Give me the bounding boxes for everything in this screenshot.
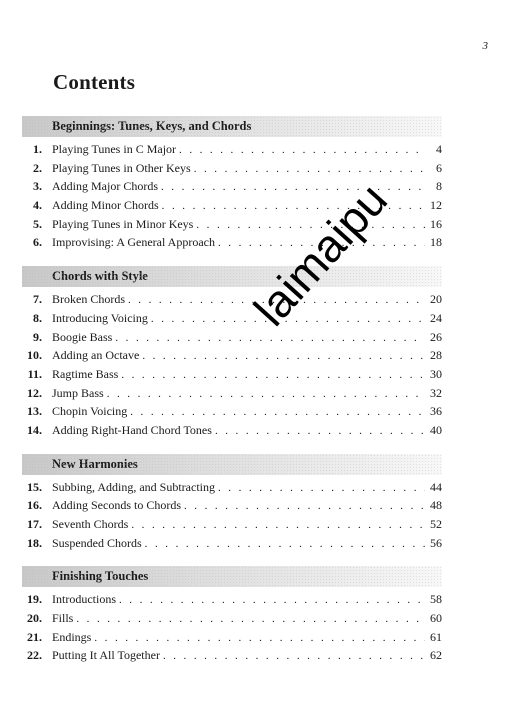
entry-title: Suspended Chords (52, 535, 142, 550)
toc-entry[interactable] (22, 161, 442, 180)
entry-number: 5. (33, 216, 42, 231)
section-heading: Beginnings: Tunes, Keys, and Chords (22, 116, 442, 137)
dot-leader (119, 594, 425, 606)
entry-number: 22. (27, 648, 42, 663)
entry-title: Putting It All Together (52, 648, 160, 663)
toc-entry[interactable] (22, 367, 442, 386)
page-title: Contents (53, 70, 136, 94)
toc-entry[interactable] (22, 142, 442, 161)
entry-page: 58 (430, 592, 442, 607)
entry-number: 12. (27, 385, 42, 400)
toc-entry[interactable] (22, 292, 442, 311)
entry-page: 12 (430, 198, 442, 213)
entry-number: 6. (33, 235, 42, 250)
dot-leader (131, 519, 425, 531)
toc-entry[interactable] (22, 648, 442, 667)
entry-page: 18 (430, 235, 442, 250)
dot-leader (215, 425, 425, 437)
entry-number: 1. (33, 142, 42, 156)
dot-leader (218, 237, 425, 249)
entry-page: 60 (430, 611, 442, 626)
entry-title: Seventh Chords (52, 517, 129, 531)
entry-number: 13. (27, 404, 42, 419)
entry-number: 7. (33, 292, 42, 307)
entry-page: 62 (430, 648, 442, 663)
entry-title: Broken Chords (52, 292, 125, 307)
entry-title: Introducing Voicing (52, 310, 148, 325)
entry-page: 52 (430, 517, 442, 531)
entry-number: 18. (27, 535, 42, 550)
entry-page: 20 (430, 292, 442, 307)
entry-page: 4 (436, 142, 442, 156)
dot-leader (162, 200, 425, 212)
dot-leader (145, 538, 425, 550)
entry-title: Improvising: A General Approach (52, 235, 215, 250)
entry-title: Adding Seconds to Chords (52, 498, 181, 513)
entry-page: 36 (430, 404, 442, 419)
dot-leader (161, 181, 425, 193)
entry-number: 16. (27, 498, 42, 513)
entry-title: Adding Minor Chords (52, 198, 159, 213)
toc-entry[interactable] (22, 423, 442, 442)
dot-leader (218, 482, 425, 494)
entry-number: 3. (33, 179, 42, 194)
dot-leader (115, 332, 425, 344)
dot-leader (130, 406, 425, 418)
entry-title: Adding an Octave (52, 348, 140, 363)
section-finishing-touches (22, 566, 442, 667)
entry-number: 14. (27, 422, 42, 437)
entry-number: 2. (33, 160, 42, 175)
dot-leader (121, 369, 425, 381)
entry-title: Adding Major Chords (52, 179, 158, 194)
entry-number: 9. (33, 329, 42, 344)
toc-entry[interactable] (22, 311, 442, 330)
toc-entry[interactable] (22, 536, 442, 555)
entry-number: 21. (27, 629, 42, 644)
section-chords-with-style (22, 266, 442, 442)
page-number: 3 (482, 40, 488, 52)
entry-title: Fills (52, 611, 74, 626)
entry-number: 8. (33, 310, 42, 325)
entry-number: 11. (27, 366, 42, 381)
entry-title: Chopin Voicing (52, 404, 128, 419)
entry-number: 10. (27, 348, 42, 363)
dot-leader (151, 313, 425, 325)
entry-title: Introductions (52, 592, 116, 607)
entry-number: 4. (33, 198, 42, 213)
toc-entry[interactable] (22, 386, 442, 405)
section-heading: Chords with Style (22, 266, 442, 287)
entry-page: 30 (430, 366, 442, 381)
entry-title: Subbing, Adding, and Subtracting (52, 479, 215, 494)
section-beginnings (22, 116, 442, 254)
dot-leader (179, 144, 425, 156)
entry-number: 17. (27, 517, 42, 531)
entry-page: 40 (430, 422, 442, 437)
toc-entry[interactable] (22, 498, 442, 517)
toc-entry[interactable] (22, 592, 442, 611)
dot-leader (128, 294, 425, 306)
dot-leader (76, 613, 425, 625)
dot-leader (94, 632, 425, 644)
dot-leader (184, 500, 425, 512)
entry-title: Adding Right-Hand Chord Tones (52, 422, 212, 437)
entry-title: Playing Tunes in Minor Keys (52, 216, 194, 231)
entry-page: 28 (430, 348, 442, 363)
entry-page: 32 (430, 385, 442, 400)
toc-entry[interactable] (22, 404, 442, 423)
dot-leader (163, 650, 425, 662)
entry-title: Playing Tunes in C Major (52, 142, 177, 156)
entry-title: Jump Bass (52, 385, 104, 400)
toc-entry[interactable] (22, 611, 442, 630)
entry-page: 24 (430, 310, 442, 325)
toc-entry[interactable] (22, 330, 442, 349)
section-new-harmonies (22, 454, 442, 555)
toc-entry[interactable] (22, 630, 442, 649)
toc-entry[interactable] (22, 235, 442, 254)
section-heading: Finishing Touches (22, 566, 442, 587)
entry-title: Boogie Bass (52, 329, 113, 344)
entry-page: 61 (430, 629, 442, 644)
section-heading: New Harmonies (22, 454, 442, 475)
watermark-text: laimaipu (243, 173, 398, 336)
entry-page: 48 (430, 498, 442, 513)
dot-leader (107, 388, 425, 400)
entry-page: 44 (430, 479, 442, 494)
dot-leader (194, 163, 425, 175)
dot-leader (142, 350, 425, 362)
toc-entry[interactable] (22, 348, 442, 367)
toc-entry[interactable] (22, 179, 442, 198)
entry-title: Playing Tunes in Other Keys (52, 160, 191, 175)
entry-title: Ragtime Bass (52, 366, 119, 381)
toc-entry[interactable] (22, 480, 442, 499)
entry-number: 19. (27, 592, 42, 607)
entry-page: 6 (436, 160, 442, 175)
toc-entry[interactable] (22, 217, 442, 236)
entry-number: 20. (27, 611, 42, 626)
contents-list (22, 116, 442, 679)
entry-page: 8 (436, 179, 442, 194)
entry-number: 15. (27, 479, 42, 494)
entry-title: Endings (52, 629, 92, 644)
entry-page: 16 (430, 216, 442, 231)
dot-leader (196, 219, 425, 231)
toc-entry[interactable] (22, 198, 442, 217)
entry-page: 56 (430, 535, 442, 550)
toc-entry[interactable] (22, 517, 442, 536)
entry-page: 26 (430, 329, 442, 344)
